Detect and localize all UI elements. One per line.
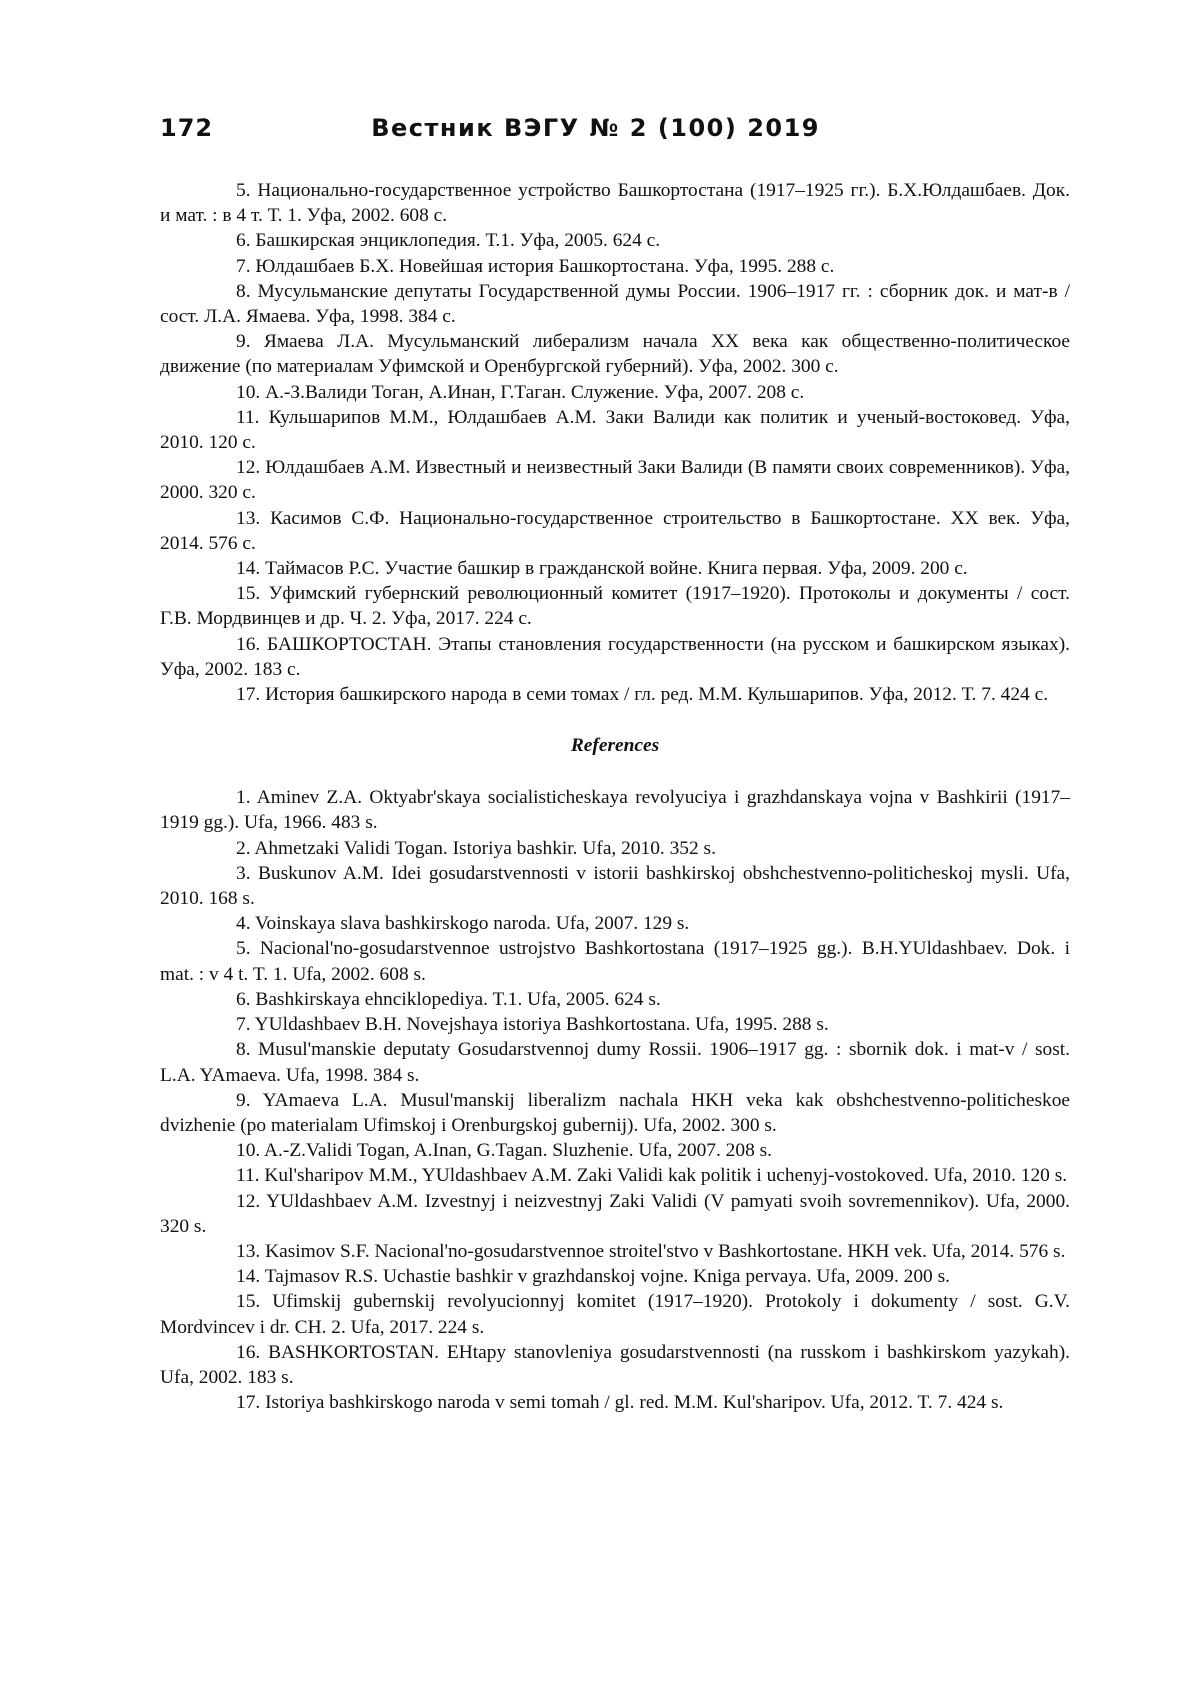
reference-item: 11. Kul'sharipov M.M., YUldashbaev A.M. Zaki Validi kak politik i uchenyj-vostokoved. Ufa, 2010. 120 s. [236, 1165, 1068, 1187]
reference-item: 17. История башкирского народа в семи томах / гл. ред. М.М. Кульшарипов. Уфа, 2012. Т. 7. 424 с. [236, 684, 1049, 706]
reference-item: 5. Национально-государственное устройство Башкортостана (1917–1925 гг.). Б.Х.Юлдашбаев. Док. и мат. : в 4 т. Т. 1. Уфа, 2002. 608 с. [160, 180, 1070, 227]
reference-item: 4. Voinskaya slava bashkirskogo naroda. Ufa, 2007. 129 s. [236, 913, 690, 935]
reference-item: 6. Башкирская энциклопедия. Т.1. Уфа, 2005. 624 с. [236, 230, 661, 252]
reference-item: 17. Istoriya bashkirskogo naroda v semi tomah / gl. red. M.M. Kul'sharipov. Ufa, 2012. T. 7. 424 s. [236, 1392, 1004, 1414]
journal-title: Вестник ВЭГУ № 2 (100) 2019 [371, 114, 820, 142]
reference-item: 12. YUldashbaev A.M. Izvestnyj i neizvestnyj Zaki Validi (V pamyati svoih sovremennikov). Ufa, 2000. 320 s. [160, 1190, 1070, 1237]
references-heading: References [570, 735, 660, 757]
reference-item: 9. Ямаева Л.А. Мусульманский либерализм начала XX века как общественно-политическое движение (по материалам Уфимской и Оренбургской губерний). Уфа, 2002. 300 с. [160, 331, 1070, 378]
page-header [160, 114, 1070, 142]
reference-item: 15. Уфимский губернский революционный комитет (1917–1920). Протоколы и документы / сост. Г.В. Мордвинцев и др. Ч. 2. Уфа, 2017. 224 с. [160, 583, 1070, 630]
reference-item: 14. Таймасов Р.С. Участие башкир в гражданской войне. Книга первая. Уфа, 2009. 200 с. [236, 558, 968, 580]
reference-item: 3. Buskunov A.M. Idei gosudarstvennosti v istorii bashkirskoj obshchestvenno-politicheskoj mysli. Ufa, 2010. 168 s. [160, 862, 1070, 910]
reference-item: 5. Nacional'no-gosudarstvennoe ustrojstvo Bashkortostana (1917–1925 gg.). B.H.YUldashbaev. Dok. i mat. : v 4 t. T. 1. Ufa, 2002. 608 s. [160, 938, 1070, 985]
reference-item: 11. Кульшарипов М.М., Юлдашбаев А.М. Заки Валиди как политик и ученый-востоковед. Уфа, 2010. 120 с. [160, 406, 1070, 454]
reference-item: 7. Юлдашбаев Б.Х. Новейшая история Башкортостана. Уфа, 1995. 288 с. [236, 255, 835, 277]
reference-item: 16. BASHKORTOSTAN. EHtapy stanovleniya gosudarstvennosti (na russkom i bashkirskom yazykah). Ufa, 2002. 183 s. [160, 1341, 1070, 1388]
english-reference-list [160, 785, 1070, 1415]
reference-item: 13. Kasimov S.F. Nacional'no-gosudarstvennoe stroitel'stvo v Bashkortostane. HKH vek. Ufa, 2014. 576 s. [236, 1240, 1066, 1262]
reference-item: 16. БАШКОРТОСТАН. Этапы становления государственности (на русском и башкирском языках). Уфа, 2002. 183 с. [160, 633, 1070, 680]
reference-item: 7. YUldashbaev B.H. Novejshaya istoriya Bashkortostana. Ufa, 1995. 288 s. [236, 1014, 829, 1036]
reference-item: 15. Ufimskij gubernskij revolyucionnyj komitet (1917–1920). Protokoly i dokumenty / sost. G.V. Mordvincev i dr. CH. 2. Ufa, 2017. 224 s. [160, 1291, 1070, 1338]
reference-item: 8. Мусульманские депутаты Государственной думы России. 1906–1917 гг. : сборник док. и мат-в / сост. Л.А. Ямаева. Уфа, 1998. 384 с. [160, 280, 1070, 328]
reference-item: 1. Aminev Z.A. Oktyabr'skaya socialisticheskaya revolyuciya i grazhdanskaya vojna v Bashkirii (1917–1919 gg.). Ufa, 1966. 483 s. [160, 787, 1070, 834]
reference-item: 10. A.-Z.Validi Togan, A.Inan, G.Tagan. Sluzhenie. Ufa, 2007. 208 s. [236, 1140, 773, 1162]
page-number: 172 [160, 114, 214, 142]
reference-item: 14. Tajmasov R.S. Uchastie bashkir v grazhdanskoj vojne. Kniga pervaya. Ufa, 2009. 200 s. [236, 1266, 950, 1288]
reference-item: 13. Касимов С.Ф. Национально-государственное строительство в Башкортостане. XX век. Уфа, 2014. 576 с. [160, 507, 1070, 554]
russian-reference-list [160, 178, 1070, 707]
reference-item: 2. Ahmetzaki Validi Togan. Istoriya bashkir. Ufa, 2010. 352 s. [236, 837, 716, 859]
reference-item: 9. YAmaeva L.A. Musul'manskij liberalizm nachala HKH veka kak obshchestvenno-politicheskoe dvizhenie (po materialam Ufimskoj i Orenburgskoj gubernij). Ufa, 2002. 300 s. [160, 1089, 1070, 1136]
reference-item: 12. Юлдашбаев А.М. Известный и неизвестный Заки Валиди (В памяти своих современников). Уфа, 2000. 320 с. [160, 457, 1070, 504]
reference-item: 10. А.-З.Валиди Тоган, А.Инан, Г.Таган. Служение. Уфа, 2007. 208 с. [236, 381, 805, 403]
reference-item: 6. Bashkirskaya ehnciklopediya. T.1. Ufa, 2005. 624 s. [236, 988, 661, 1010]
reference-item: 8. Musul'manskie deputaty Gosudarstvennoj dumy Rossii. 1906–1917 gg. : sbornik dok. i mat-v / sost. L.A. YAmaeva. Ufa, 1998. 384 s. [160, 1039, 1070, 1086]
